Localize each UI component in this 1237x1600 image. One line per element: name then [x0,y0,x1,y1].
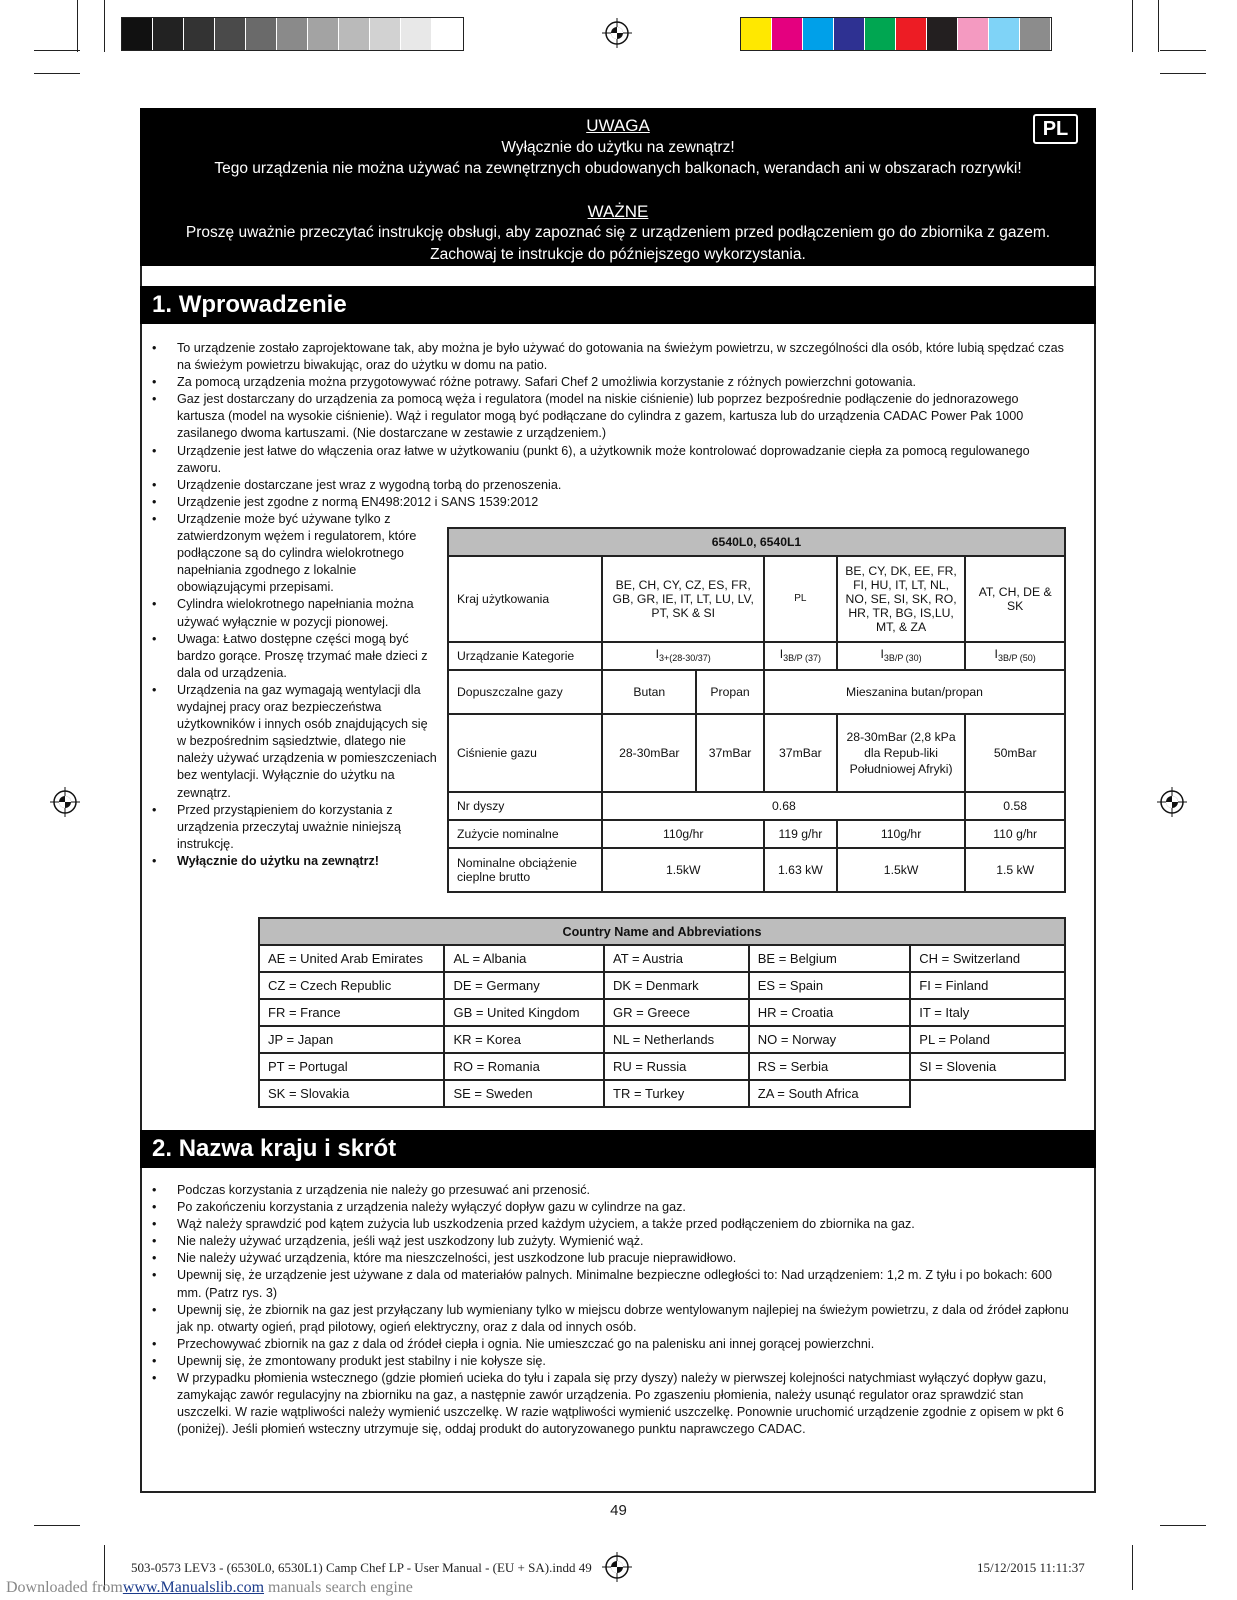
spec-cell: 1.5kW [602,848,764,892]
spec-cell: $I_{3+(28-30/37)}$ [602,642,764,670]
bullet-item: • Wąż należy sprawdzić pod kątem zużycia lub uszkodzenia przed każdym użyciem, a także przed podłączeniem do zbiornika na gaz. [152,1216,1072,1233]
language-badge: PL [1033,114,1078,144]
spec-cell: 1.63 kW [764,848,837,892]
country-table [258,917,1066,1108]
bold-warning: Wyłącznie do użytku na zewnątrz! [177,853,380,868]
table-row [259,972,1065,999]
section-number: 1. [152,291,173,318]
safety-bullet-list [152,1182,1072,1438]
spec-cell: 1.5 kW [965,848,1065,892]
table-row [259,1026,1065,1053]
registration-mark-icon [1157,787,1187,817]
spec-cell: 37mBar [696,714,764,792]
spec-table [447,527,1066,893]
spec-cell: $I_{3B/P (30)}$ [837,642,966,670]
download-tagline: manuals search engine [264,1579,413,1596]
spec-label: Nominalne obciążenie cieplne brutto [448,848,602,892]
spec-cell: BE, CH, CY, CZ, ES, FR, GB, GR, IE, IT, LT, LU, LV, PT, SK & SI [602,556,764,642]
table-row [259,1080,1065,1107]
section-title: Wprowadzenie [178,291,347,318]
bullet-item: • Nie należy używać urządzenia, które ma nieszczelności, jest uszkodzone lub pracuje nieprawidłowo. [152,1250,1072,1267]
country-cell: JP = Japan [259,1026,444,1053]
spec-cell: 50mBar [965,714,1065,792]
spec-cell: 28-30mBar (2,8 kPa dla Repub-liki Południowej Afryki) [837,714,966,792]
country-cell: BE = Belgium [749,945,911,972]
print-date: 15/12/2015 11:11:37 [977,1560,1085,1575]
bullet-item: • Urządzenie dostarczane jest wraz z wygodną torbą do przenoszenia. [152,477,1067,494]
country-cell: ZA = South Africa [749,1080,911,1107]
country-cell: GR = Greece [604,999,749,1026]
country-cell: CH = Switzerland [910,945,1065,972]
spec-cell: 110g/hr [602,820,764,848]
spec-cell: Propan [696,670,764,714]
spec-label: Dopuszczalne gazy [448,670,602,714]
registration-mark-icon [602,18,632,48]
bullet-item: • Uwaga: Łatwo dostępne części mogą być bardzo gorące. Proszę trzymać małe dzieci z dala od urządzenia. [152,631,437,682]
country-cell: NO = Norway [749,1026,911,1053]
color-swatch [927,18,958,50]
spec-cell: PL [764,556,837,642]
table-row [259,999,1065,1026]
warning-banner [140,108,1096,266]
download-note [6,1579,413,1597]
bullet-item: • Nie należy używać urządzenia, jeśli wąż jest uszkodzony lub zużyty. Wymienić wąż. [152,1233,1072,1250]
empty-cell [910,1080,1065,1107]
bullet-item: • Za pomocą urządzenia można przygotowywać różne potrawy. Safari Chef 2 umożliwia korzystanie z różnych powierzchni gotowania. [152,374,1067,391]
color-swatch [803,18,834,50]
color-swatch [958,18,989,50]
color-swatch [865,18,896,50]
color-swatch [834,18,865,50]
bullet-item: • Urządzenia na gaz wymagają wentylacji dla wydajnej pracy oraz bezpieczeństwa użytkowników i innych osób znajdujących się w bezpośrednim sąsiedztwie, dlatego nie należy używać urządzenia w pomieszczeniach bez wentylacji. Wyłącznie do użytku na zewnątrz. [152,682,437,802]
important-line: Proszę uważnie przeczytać instrukcję obsługi, aby zapoznać się z urządzeniem przed podłączeniem go do zbiornika z gazem. [185,224,1051,241]
spec-cell: 0.58 [965,792,1065,820]
spec-cell: AT, CH, DE & SK [965,556,1065,642]
spec-cell: $I_{3B/P (50)}$ [965,642,1065,670]
important-line: Zachowaj te instrukcje do późniejszego wykorzystania. [430,245,806,263]
country-table-header: Country Name and Abbreviations [259,918,1065,945]
spec-label: Kraj użytkowania [448,556,602,642]
country-cell: AT = Austria [604,945,749,972]
color-swatch [401,18,432,50]
warning-line: Wyłącznie do użytku na zewnątrz! [501,138,735,156]
country-cell: RU = Russia [604,1053,749,1080]
bullet-item: • Urządzenie jest zgodne z normą EN498:2012 i SANS 1539:2012 [152,494,1067,511]
country-cell: GB = United Kingdom [444,999,604,1026]
country-cell: TR = Turkey [604,1080,749,1107]
country-cell: SE = Sweden [444,1080,604,1107]
spec-cell: 28-30mBar [602,714,696,792]
section-heading-2 [140,1130,1096,1168]
bullet-item: • Podczas korzystania z urządzenia nie należy go przesuwać ani przenosić. [152,1182,1072,1199]
bullet-item: • Urządzenie jest łatwe do włączenia oraz łatwe w użytkowaniu (punkt 6), a użytkownik może kontrolować doprowadzanie ciepła za pomocą regulowanego zaworu. [152,443,1067,477]
color-swatch [1020,18,1051,50]
spec-cell: 119 g/hr [764,820,837,848]
country-cell: FI = Finland [910,972,1065,999]
section-heading-1 [140,286,1096,324]
color-swatch [153,18,184,50]
process-color-bar [740,17,1052,51]
bullet-item: • Przechowywać zbiornik na gaz z dala od źródeł ciepła i ognia. Nie umieszczać go na palenisku ani innej gorącej powierzchni. [152,1336,1072,1353]
country-cell: RO = Romania [444,1053,604,1080]
country-cell: PT = Portugal [259,1053,444,1080]
color-swatch [246,18,277,50]
bullet-item: • To urządzenie zostało zaprojektowane tak, aby można je było używać do gotowania na świeżym powietrzu, w szczególności dla osób, które lubią spędzać czas na świeżym powietrzu biwakując, oraz do użytku w domu na patio. [152,340,1067,374]
color-swatch [122,18,153,50]
bullet-item: • Upewnij się, że zbiornik na gaz jest przyłączany lub wymieniany tylko w miejscu dobrze wentylowanym najlepiej na świeżym powietrzu, z dala od źródeł zapłonu jak np. otwarty ogień, prąd pilotowy, ogień elektryczny, oraz z dala od innych osób. [152,1302,1072,1336]
registration-mark-icon [602,1552,632,1582]
section-number: 2. [152,1135,173,1162]
spec-cell: 1.5kW [837,848,966,892]
section-title: Nazwa kraju i skrót [178,1135,397,1162]
color-swatch [741,18,772,50]
spec-table-header: 6540L0, 6540L1 [448,528,1065,556]
bullet-item: • Po zakończeniu korzystania z urządzenia należy wyłączyć dopływ gazu w cylindrze na gaz. [152,1199,1072,1216]
spec-cell: 110 g/hr [965,820,1065,848]
download-prefix: Downloaded from [6,1579,123,1596]
spec-label: Zużycie nominalne [448,820,602,848]
color-swatch [432,18,463,50]
intro-bullet-list [152,340,1067,511]
country-cell: AL = Albania [444,945,604,972]
file-info: 503-0573 LEV3 - (6530L0, 6530L1) Camp Chef LP - User Manual - (EU + SA).indd 49 [131,1560,592,1575]
country-cell: SK = Slovakia [259,1080,444,1107]
bullet-item: • W przypadku płomienia wstecznego (gdzie płomień ucieka do tyłu i zapala się przy dyszy) należy w pierwszej kolejności natychmiast wyłączyć dopływ gazu, zamykając zawór regulacyjny na zbiorniku na gaz, a następnie zawór urządzenia. Po zgaszeniu płomienia, należy usunąć regulator oraz sprawdzić stan uszczelki. W razie wątpliwości należy wymienić uszczelkę. W razie wątpliwości wymienić uszczelkę. Ponownie uruchomić urządzenie zgodnie z opisem w pkt 6 (poniżej). Jeśli płomień wsteczny utrzymuje się, oddaj produkt do autoryzowanego punktu naprawczego CADAC. [152,1370,1072,1438]
country-cell: NL = Netherlands [604,1026,749,1053]
spec-cell: 110g/hr [837,820,966,848]
page-number: 49 [610,1502,627,1519]
bullet-item [152,853,437,870]
important-title: WAŻNE [587,201,649,221]
bullet-item: • Upewnij się, że zmontowany produkt jest stabilny i nie kołysze się. [152,1353,1072,1370]
bullet-item: • Upewnij się, że urządzenie jest używane z dala od materiałów palnych. Minimalne bezpieczne odległości to: Nad urządzeniem: 1,2 m. Z tyłu i po bokach: 600 mm. (Patrz rys. 3) [152,1267,1072,1301]
country-cell: ES = Spain [749,972,911,999]
spec-cell: 37mBar [764,714,837,792]
bullet-item: • Cylindra wielokrotnego napełniania można używać wyłącznie w pozycji pionowej. [152,596,437,630]
country-cell: DE = Germany [444,972,604,999]
color-swatch [772,18,803,50]
country-cell: FR = France [259,999,444,1026]
spec-cell: 0.68 [602,792,965,820]
color-swatch [339,18,370,50]
bullet-item: • Urządzenie może być używane tylko z zatwierdzonym wężem i regulatorem, które podłączone są do cylindra wielokrotnego napełniania zgodnego z lokalnie obowiązującymi przepisami. [152,511,437,596]
color-swatch [308,18,339,50]
country-cell: HR = Croatia [749,999,911,1026]
bullet-item: • Przed przystąpieniem do korzystania z urządzenia przeczytaj uważnie niniejszą instrukcję. [152,802,437,853]
country-cell: SI = Slovenia [910,1053,1065,1080]
spec-cell: BE, CY, DK, EE, FR, FI, HU, IT, LT, NL, NO, SE, SI, SK, RO, HR, TR, BG, IS,LU, MT, & ZA [837,556,966,642]
spec-cell: Butan [602,670,696,714]
country-cell: DK = Denmark [604,972,749,999]
registration-mark-icon [50,787,80,817]
color-swatch [896,18,927,50]
country-cell: IT = Italy [910,999,1065,1026]
spec-label: Nr dyszy [448,792,602,820]
color-swatch [215,18,246,50]
warning-line: Tego urządzenia nie można używać na zewnętrznych obudowanych balkonach, werandach ani w obszarach rozrywki! [214,160,1022,177]
warning-title: UWAGA [586,116,650,135]
country-cell: CZ = Czech Republic [259,972,444,999]
table-row [259,1053,1065,1080]
spec-cell: $I_{3B/P (37)}$ [764,642,837,670]
spec-label: Ciśnienie gazu [448,714,602,792]
intro-bullet-list-narrow [152,511,437,870]
manualslib-link[interactable]: www.Manualslib.com [122,1579,265,1596]
country-cell: RS = Serbia [749,1053,911,1080]
bullet-item: • Gaz jest dostarczany do urządzenia za pomocą węża i regulatora (model na niskie ciśnienie) lub poprzez bezpośrednie podłączenie do jednorazowego kartusza (model na wysokie ciśnienie). Wąż i regulator mogą być podłączane do cylindra z gazem, kartusza lub do urządzenia CADAC Power Pak 1000 zasilanego dwoma kartuszami. (Nie dostarczane w zestawie z urządzeniem.) [152,391,1067,442]
table-row [259,945,1065,972]
color-swatch [277,18,308,50]
spec-label: Urządzanie Kategorie [448,642,602,670]
country-cell: PL = Poland [910,1026,1065,1053]
gray-color-bar [121,17,464,51]
color-swatch [370,18,401,50]
color-swatch [989,18,1020,50]
color-swatch [184,18,215,50]
country-cell: AE = United Arab Emirates [259,945,444,972]
country-cell: KR = Korea [444,1026,604,1053]
spec-cell: Mieszanina butan/propan [764,670,1065,714]
